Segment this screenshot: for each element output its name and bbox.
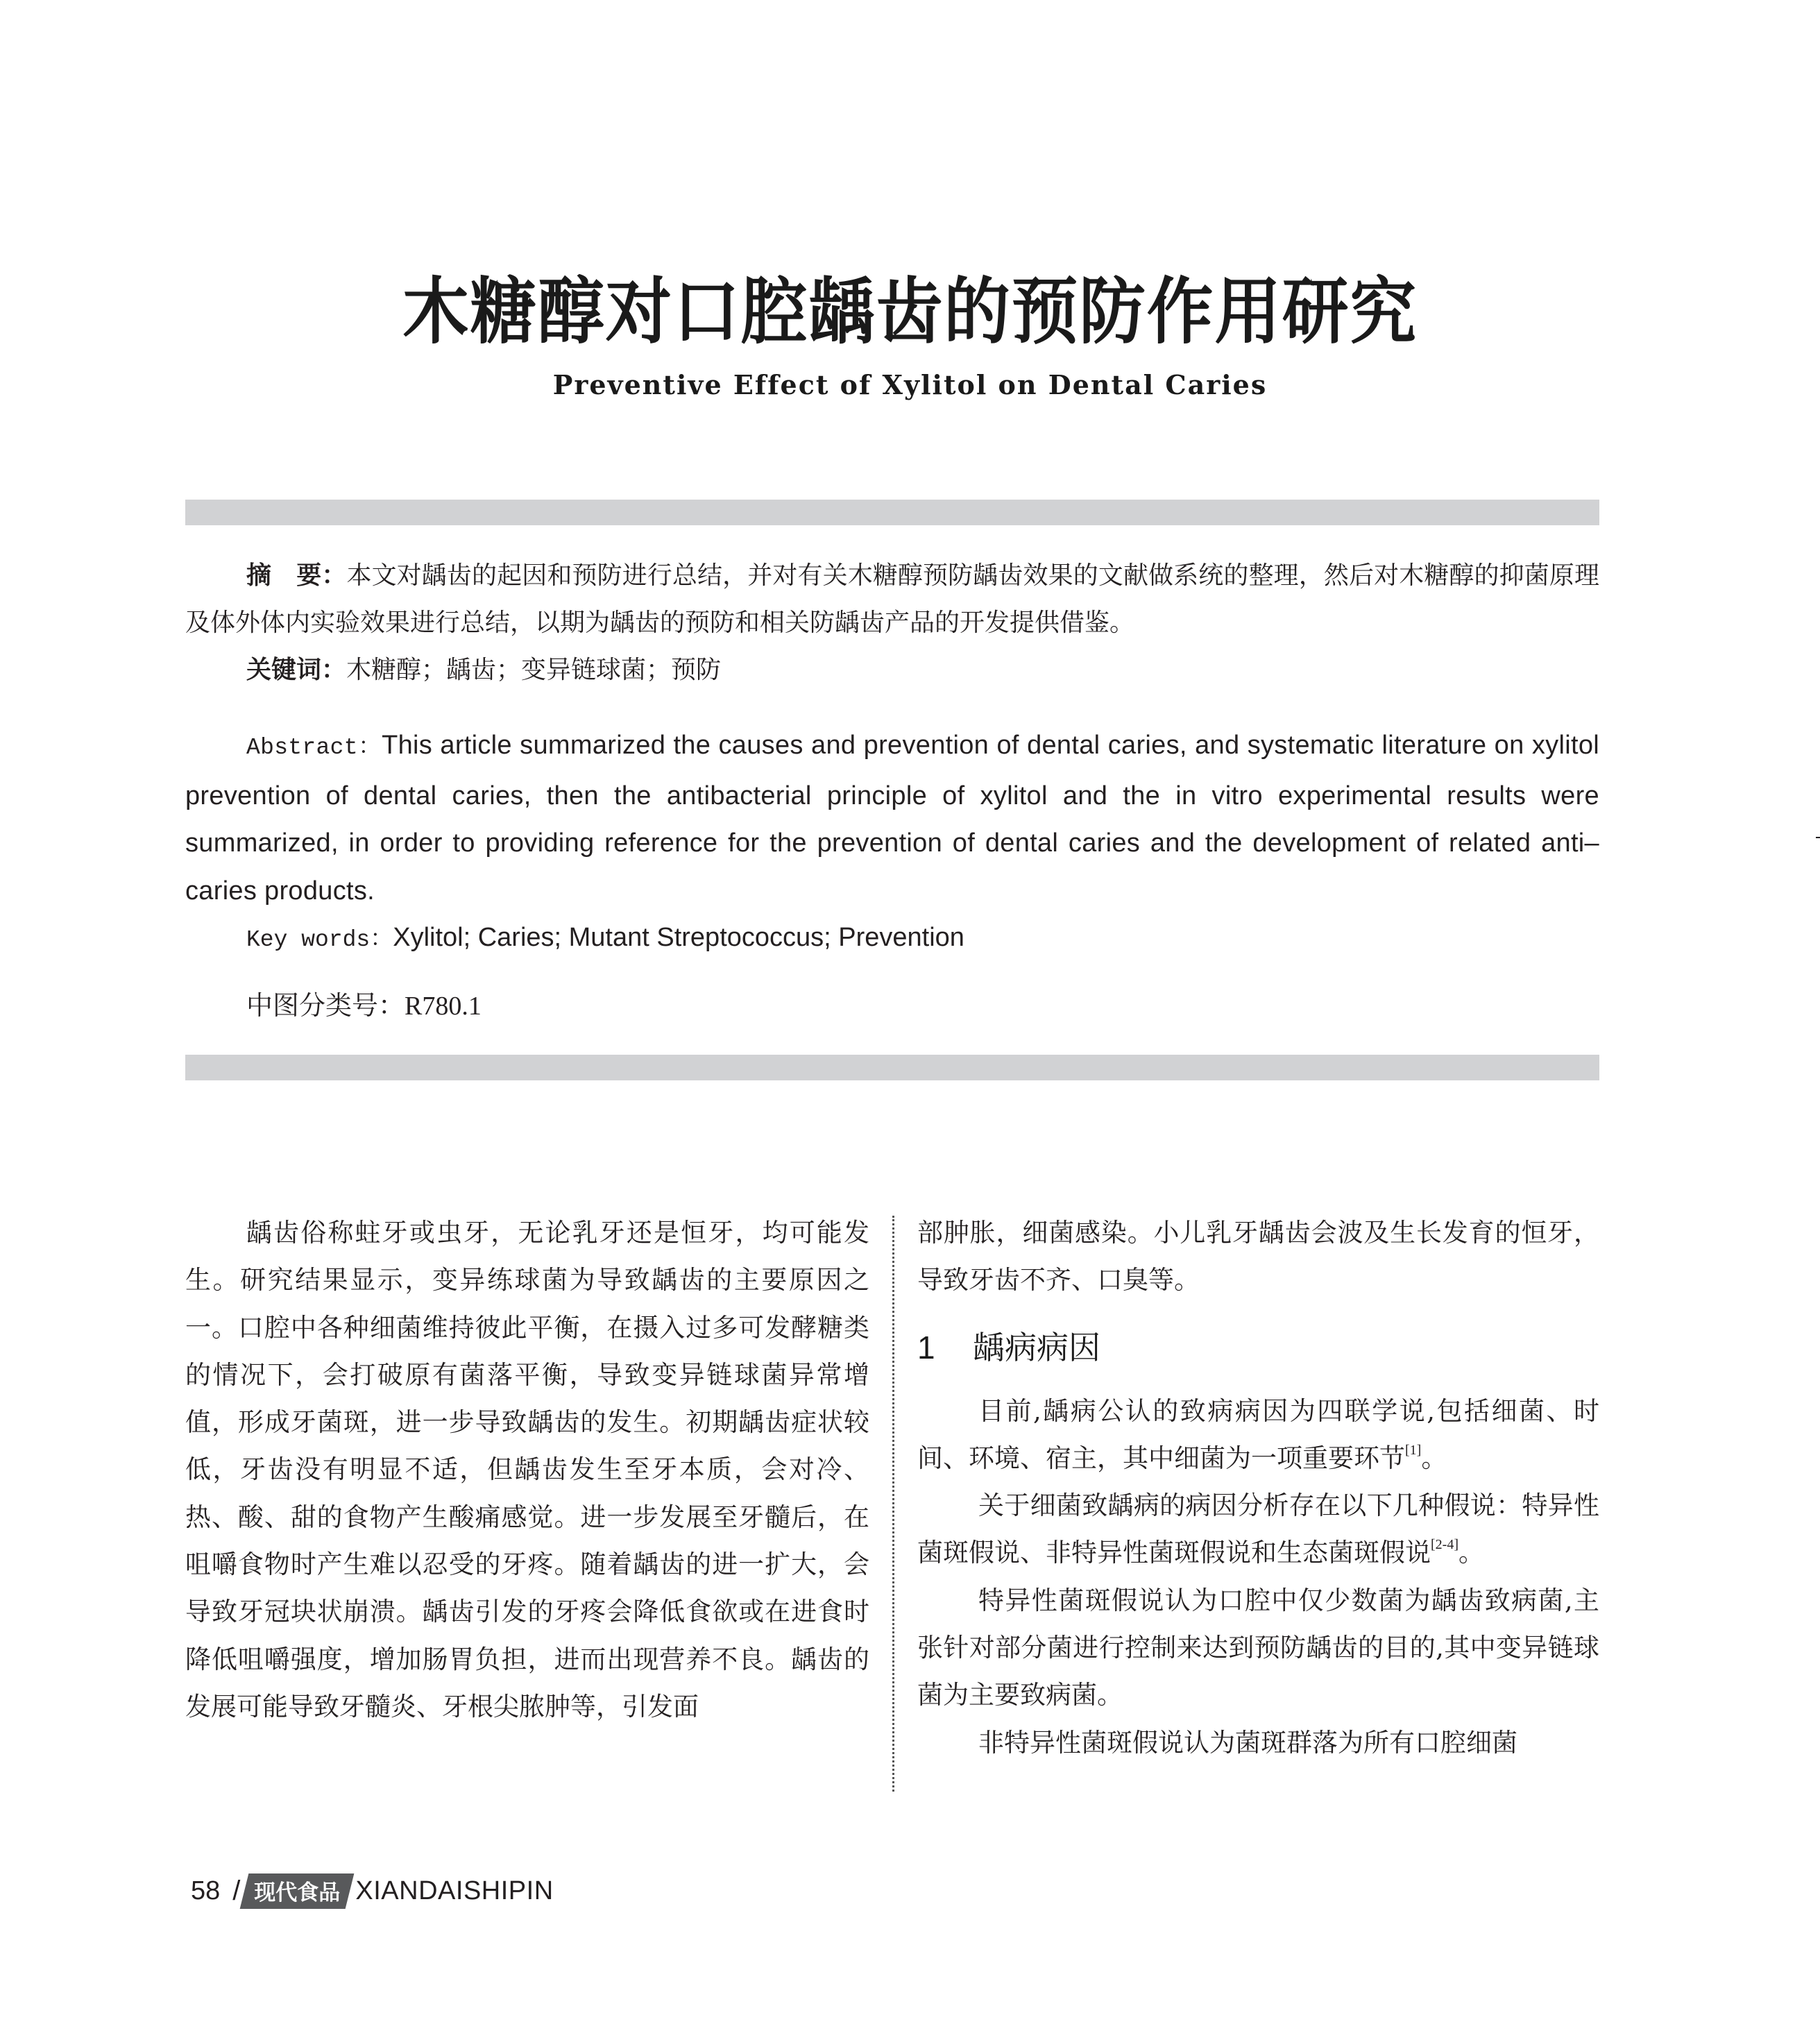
article-title-cn: 木糖醇对口腔龋齿的预防作用研究	[402, 269, 1418, 354]
intro-paragraph-continued: 部肿胀，细菌感染。小儿乳牙龋齿会波及生长发育的恒牙，导致牙齿不齐、口臭等。	[917, 1218, 1599, 1295]
abstract-top-band	[185, 500, 1599, 525]
journal-name-cn: 现代食品	[254, 1880, 341, 1905]
section-1-paragraph-4: 非特异性菌斑假说认为菌斑群落为所有口腔细菌	[978, 1727, 1517, 1758]
classification-label: 中图分类号：	[246, 990, 405, 1021]
section-1-heading	[917, 1324, 1599, 1371]
keywords-cn	[246, 647, 1599, 694]
paragraph-end: 。	[1458, 1538, 1484, 1568]
paragraph-end: 。	[1421, 1443, 1447, 1473]
journal-logo-badge	[240, 1873, 355, 1909]
section-1-title: 龋病病因	[973, 1328, 1100, 1366]
abstract-en-label: Abstract：	[246, 735, 382, 760]
citation-ref[interactable]: [1]	[1405, 1442, 1422, 1458]
section-1-paragraph-3: 特异性菌斑假说认为口腔中仅少数菌为龋齿致病菌,主张针对部分菌进行控制来达到预防龋齿的目的,其中变异链球菌为主要致病菌。	[917, 1585, 1599, 1710]
body-column-right	[917, 1209, 1599, 1767]
keywords-cn-label: 关键词：	[246, 656, 347, 684]
section-1-number: 1	[917, 1329, 935, 1366]
abstract-bottom-band	[185, 1055, 1599, 1080]
keywords-en-text: Xylitol; Caries; Mutant Streptococcus; Prevention	[393, 923, 964, 952]
page-footer	[191, 1873, 554, 1908]
classification-number	[246, 984, 482, 1022]
section-1-paragraph-1	[917, 1388, 1599, 1483]
intro-paragraph: 龋齿俗称蛀牙或虫牙，无论乳牙还是恒牙，均可能发生。研究结果显示，变异练球菌为导致龋齿的主要原因之一。口腔中各种细菌维持彼此平衡，在摄入过多可发酵糖类的情况下，会打破原有菌落平衡，导致变异链球菌异常增值，形成牙菌斑，进一步导致龋齿的发生。初期龋齿症状较低，牙齿没有明显不适，但龋齿发生至牙本质，会对冷、热、酸、甜的食物产生酸痛感觉。进一步发展至牙髓后，在咀嚼食物时产生难以忍受的牙疼。随着龋齿的进一扩大，会导致牙冠块状崩溃。龋齿引发的牙疼会降低食欲或在进食时降低咀嚼强度，增加肠胃负担，进而出现营养不良。龋齿的发展可能导致牙髓炎、牙根尖脓肿等，引发面	[185, 1218, 869, 1722]
abstract-en-text: This article summarized the causes and prevention of dental caries, and systematic literature on xylitol prevention of dental caries, then the antibacterial principle of xylitol and the in vitro experimental results were summarized, in order to providing reference for the prevention of dental caries and the development of related anti–caries products.	[185, 731, 1599, 906]
citation-ref[interactable]: [2-4]	[1431, 1537, 1458, 1553]
page-number: 58	[191, 1876, 221, 1905]
keywords-en-label: Key words：	[246, 927, 393, 953]
abstract-en	[185, 722, 1599, 915]
paragraph-text: 目前,龋病公认的致病病因为四联学说,包括细菌、时间、环境、宿主，其中细菌为一项重要环节	[917, 1395, 1599, 1473]
column-divider	[892, 1216, 894, 1792]
classification-value: R780.1	[405, 992, 482, 1021]
body-column-left	[185, 1209, 869, 1731]
footer-separator: /	[232, 1875, 241, 1906]
abstract-cn	[185, 552, 1599, 647]
journal-name-pinyin: XIANDAISHIPIN	[355, 1876, 554, 1905]
keywords-cn-text: 木糖醇；龋齿；变异链球菌；预防	[346, 656, 722, 684]
keywords-en	[246, 920, 964, 953]
abstract-cn-label: 摘 要：	[246, 561, 347, 590]
paragraph-text: 关于细菌致龋病的病因分析存在以下几种假说：特异性菌斑假说、非特异性菌斑假说和生态菌斑假说	[917, 1490, 1599, 1568]
section-1-paragraph-2	[917, 1482, 1599, 1577]
abstract-cn-text: 本文对龋齿的起因和预防进行总结，并对有关木糖醇预防龋齿效果的文献做系统的整理，然后对木糖醇的抑菌原理及体外体内实验效果进行总结，以期为龋齿的预防和相关防龋齿产品的开发提供借鉴。	[185, 561, 1599, 637]
article-title-en: Preventive Effect of Xylitol on Dental Caries	[552, 369, 1268, 400]
crop-mark	[1816, 837, 1820, 838]
